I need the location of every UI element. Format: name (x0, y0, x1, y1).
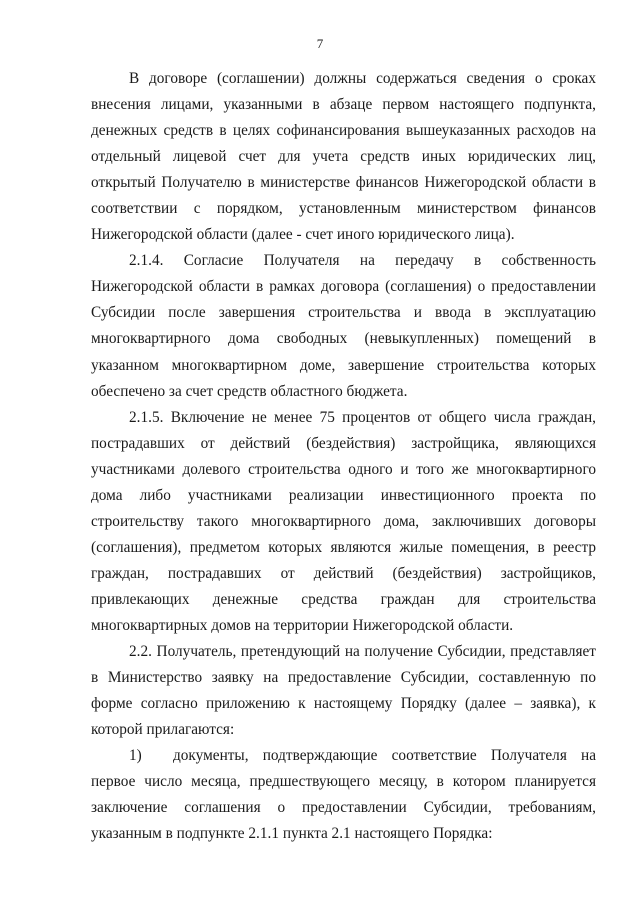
paragraph-2-1-4: 2.1.4. Согласие Получателя на передачу в собственность Нижегородской области в рамках договора (соглашения) о предоставлении Субсидии после завершения строительства и ввода в эксплуатацию многоквартирного дома свободных (невыкупленных) помещений в указанном многоквартирном доме, завершение строительства которых обеспечено за счет средств областного бюджета. (91, 252, 596, 400)
paragraph-2-1-5: 2.1.5. Включение не менее 75 процентов от общего числа граждан, пострадавших от действий (бездействия) застройщика, являющихся участниками долевого строительства одного и того же многоквартирного дома либо участниками реализации инвестиционного проекта по строительству такого многоквартирного дома, заключивших договоры (соглашения), предметом которых являются жилые помещения, в реестр граждан, пострадавших от действий (бездействия) застройщиков, привлекающих денежные средства граждан для строительства многоквартирных домов на территории Нижегородской области. (91, 408, 596, 634)
paragraph-contract-terms: В договоре (соглашении) должны содержаться сведения о сроках внесения лицами, указанными в абзаце первом настоящего подпункта, денежных средств в целях софинансирования вышеуказанных расходов на отдельный лицевой счет для учета средств иных юридических лиц, открытый Получателю в министерстве финансов Нижегородской области в соответствии с порядком, установленным министерством финансов Нижегородской области (далее - счет иного юридического лица). (91, 70, 596, 244)
list-item-1 (91, 743, 596, 847)
list-item-number: 1) (129, 747, 142, 765)
list-item-text: документы, подтверждающие соответствие Получателя на первое число месяца, предшествующего месяцу, в котором планируется заключение соглашения о предоставлении Субсидии, требованиям, указанным в подпункте 2.1.1 пункта 2.1 настоящего Порядка: (91, 747, 596, 843)
page-number: 7 (316, 36, 324, 51)
document-body (91, 66, 596, 847)
paragraph-2-2: 2.2. Получатель, претендующий на получение Субсидии, представляет в Министерство заявку на предоставление Субсидии, составленную по форме согласно приложению к настоящему Порядку (далее – заявка), к которой прилагаются: (91, 643, 596, 739)
